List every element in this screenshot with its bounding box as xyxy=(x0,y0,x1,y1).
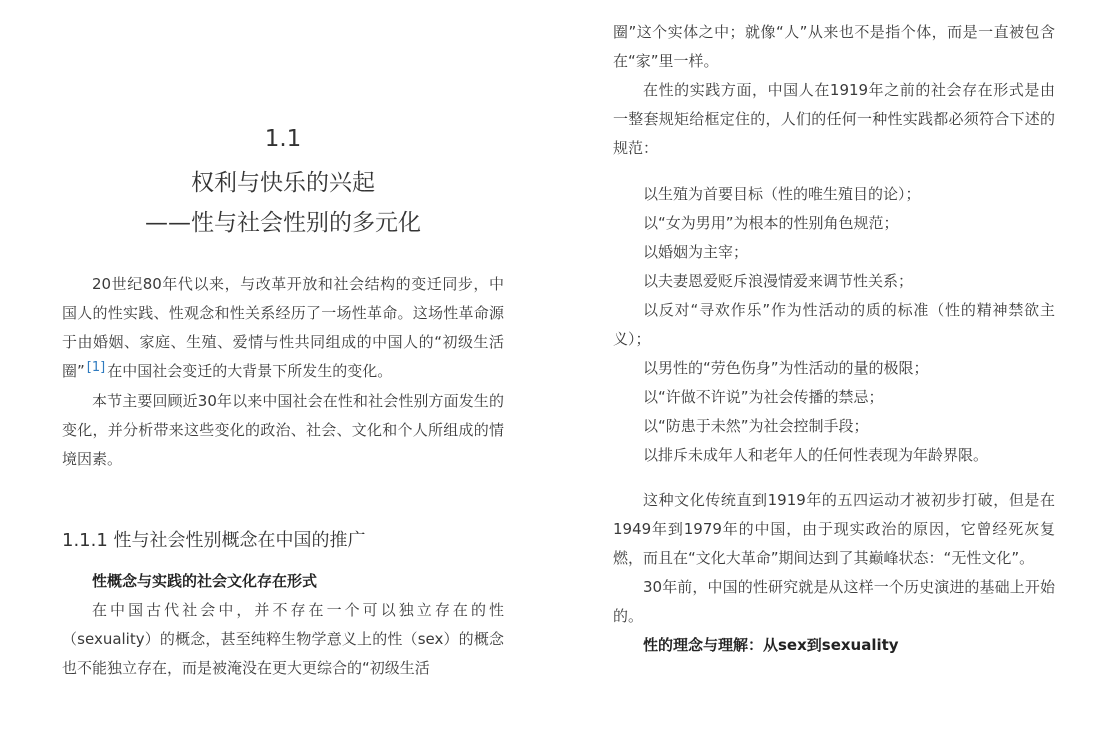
chapter-number: 1.1 xyxy=(264,126,302,152)
research-paragraph: 30年前，中国的性研究就是从这样一个历史演进的基础上开始的。 xyxy=(613,578,1055,625)
list-item: 以婚姻为主宰； xyxy=(643,243,749,261)
intro-paragraph-1 xyxy=(62,270,504,387)
section-heading: 1.1.1 性与社会性别概念在中国的推广 xyxy=(62,530,366,551)
paragraph-3: 在中国古代社会中，并不存在一个可以独立存在的性（sexuality）的概念，甚至纯粹生物学意义上的性（sex）的概念也不能独立存在，而是被淹没在更大更综合的“初级生活 xyxy=(62,601,504,677)
chapter-title: 权利与快乐的兴起 xyxy=(191,170,375,196)
list-item: 以“防患于未然”为社会控制手段； xyxy=(643,417,869,435)
right-page xyxy=(613,0,1055,733)
left-page xyxy=(62,0,504,733)
intro-paragraph-1-text: 20世纪80年代以来，与改革开放和社会结构的变迁同步，中国人的性实践、性观念和性关系经历了一场性革命。这场性革命源于由婚姻、家庭、生殖、爱情与性共同组成的中国人的“初级生活圈” xyxy=(62,275,504,380)
intro-paragraph-2: 本节主要回顾近30年以来中国社会在性和社会性别方面发生的变化，并分析带来这些变化的政治、社会、文化和个人所组成的情境因素。 xyxy=(62,392,504,468)
intro-section xyxy=(62,270,504,474)
list-item: 以反对“寻欢作乐”作为性活动的质的标准（性的精神禁欲主义）； xyxy=(613,301,1055,348)
tradition-paragraph: 这种文化传统直到1919年的五四运动才被初步打破，但是在1949年到1979年的中国，由于现实政治的原因，它曾经死灰复燃，而且在“文化大革命”期间达到了其巅峰状态：“无性文化”。 xyxy=(613,491,1055,567)
list-item: 以“许做不许说”为社会传播的禁忌； xyxy=(643,388,884,406)
list-item: 以排斥未成年人和老年人的任何性表现为年龄界限。 xyxy=(643,446,989,464)
chapter-subtitle: ——性与社会性别的多元化 xyxy=(145,210,421,236)
practice-paragraph: 在性的实践方面，中国人在1919年之前的社会存在形式是由一整套规矩给框定住的，人们的任何一种性实践都必须符合下述的规范： xyxy=(613,81,1055,157)
continued-paragraph: 圈”这个实体之中；就像“人”从来也不是指个体，而是一直被包含在“家”里一样。 xyxy=(613,23,1055,70)
list-item: 以夫妻恩爱贬斥浪漫情爱来调节性关系； xyxy=(643,272,914,290)
list-item: 以“女为男用”为根本的性别角色规范； xyxy=(643,214,899,232)
footnote-link[interactable]: [1] xyxy=(86,360,106,375)
rules-list xyxy=(613,180,1055,470)
right-top-section xyxy=(613,18,1055,163)
list-item: 以男性的“劳色伤身”为性活动的量的极限； xyxy=(643,359,929,377)
right-bottom-section xyxy=(613,486,1055,660)
subsection-heading: 性概念与实践的社会文化存在形式 xyxy=(92,572,318,590)
list-item: 以生殖为首要目标（性的唯生殖目的论）； xyxy=(643,185,921,203)
bold-subheading: 性的理念与理解：从sex到sexuality xyxy=(643,636,899,654)
section-body xyxy=(62,567,504,683)
intro-paragraph-1-tail: 在中国社会变迁的大背景下所发生的变化。 xyxy=(107,362,393,380)
